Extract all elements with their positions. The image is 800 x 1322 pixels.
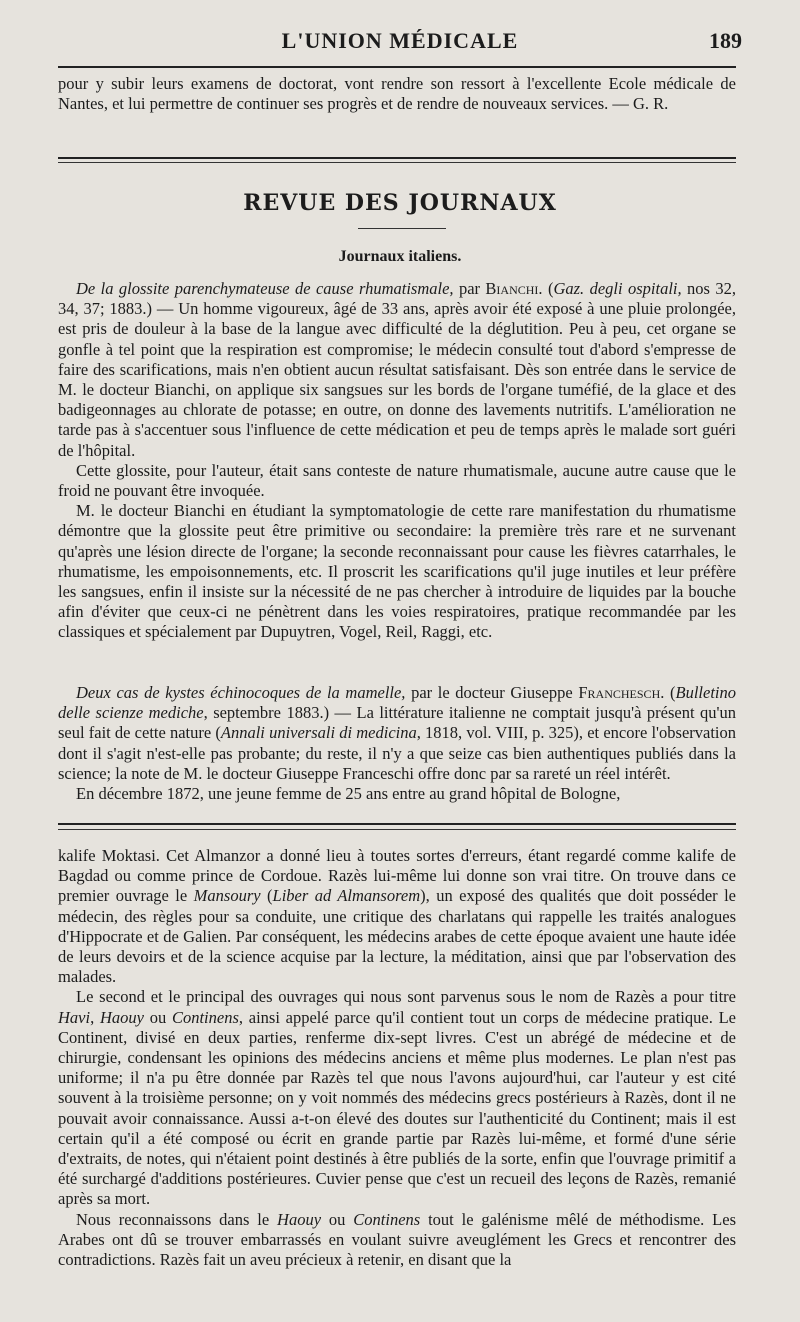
- citation-open: . (: [660, 683, 676, 702]
- article-kystes-title: Deux cas de kystes échinocoques de la mamelle,: [76, 683, 406, 702]
- intro-paragraph-block: [58, 74, 736, 114]
- intro-paragraph: pour y subir leurs examens de doctorat, vont rendre son ressort à l'excellente Ecole médicale de Nantes, et lui permettre de continuer ses progrès et de rendre de nouveaux services. — G. R.: [58, 74, 736, 114]
- article-kystes-citation: , septembre 1883.) —: [203, 703, 357, 723]
- title-short-rule: [358, 228, 446, 229]
- article-glossite-byline: par: [453, 279, 486, 298]
- article-kystes-text-b: , 1818, vol. VIII, p. 325), et encore l'observation dont il s'agit n'est-elle pas probante; du reste, il n'y a que seize cas bien authentiques publiés dans la science; la note de M. le docteur Giuseppe Franceschi offre donc par sa rareté un réel intérêt.: [58, 723, 736, 783]
- header-rule: [58, 66, 736, 68]
- article-kystes-journal: Bulletino delle scienze mediche: [58, 683, 736, 723]
- article-glossite-journal: Gaz. degli ospitali,: [553, 279, 682, 298]
- feuilleton-ref-haouy-2: Haouy: [277, 1209, 322, 1229]
- section-double-rule-top: [58, 157, 736, 159]
- article-glossite-author: Bianchi: [485, 279, 539, 298]
- article-kystes-reference: Annali universali di medicina: [220, 723, 417, 743]
- feuilleton-text: (: [260, 886, 273, 906]
- article-glossite-paragraph-2: Cette glossite, pour l'auteur, était sans conteste de nature rhumatismale, aucune autre cause que le froid ne pouvant être invoquée.: [58, 460, 736, 501]
- article-kystes-byline: par le docteur Giuseppe: [405, 683, 579, 702]
- feuilleton-text: Nous reconnaissons dans le: [76, 1209, 278, 1229]
- feuilleton-text: ou: [143, 1007, 172, 1027]
- article-glossite: [58, 279, 736, 643]
- feuilleton-paragraph-3: [58, 1210, 736, 1271]
- feuilleton-ref-havi: Havi: [58, 1007, 91, 1027]
- feuilleton-text: ,: [90, 1007, 100, 1027]
- feuilleton-double-rule-bottom: [58, 829, 736, 830]
- citation-open: . (: [538, 279, 554, 298]
- page-number: 189: [709, 28, 742, 53]
- article-kystes-author: Franchesch: [578, 683, 661, 702]
- article-glossite-citation: nos 32, 34, 37; 1883.) —: [58, 279, 736, 319]
- feuilleton-ref-mansoury: Mansoury: [193, 886, 261, 906]
- feuilleton-ref-continens-2: Continens: [353, 1209, 421, 1229]
- article-glossite-paragraph-1: [58, 279, 736, 461]
- feuilleton-double-rule-top: [58, 823, 736, 825]
- article-glossite-title: De la glossite parenchymateuse de cause rhumatismale,: [76, 279, 454, 298]
- article-kystes: [58, 683, 736, 804]
- feuilleton-text: ), un exposé des qualités que doit posséder le médecin, des règles pour sa conduite, une critique des charlatans qui rappelle les traités analogues d'Hippocrate et de Galien. Par conséquent, les médecins arabes de cette époque avaient une haute idée de leurs devoirs et de la science acquise par la lecture, la méditation, ainsi que par l'observation des malades.: [58, 886, 736, 987]
- feuilleton-text: Le second et le principal des ouvrages qui nous sont parvenus sous le nom de Razès a pour titre: [76, 987, 736, 1007]
- article-kystes-paragraph-1: [58, 683, 736, 784]
- section-double-rule-bottom: [58, 162, 736, 163]
- article-kystes-paragraph-2: En décembre 1872, une jeune femme de 25 ans entre au grand hôpital de Bologne,: [76, 784, 621, 804]
- section-title: REVUE DES JOURNAUX: [243, 190, 557, 216]
- feuilleton-ref-liber: Liber ad Almansorem: [272, 886, 421, 906]
- feuilleton-ref-haouy: Haouy: [99, 1007, 144, 1027]
- article-kystes-text-a: La littérature italienne ne comptait jusqu'à présent qu'un seul fait de cette nature (: [58, 703, 736, 743]
- article-glossite-paragraph-3: M. le docteur Bianchi en étudiant la symptomatologie de cette rare manifestation du rhumatisme démontre que la glossite peut être primitive ou secondaire: la première très rare et ne survenant qu'après une lésion directe de l'organe; la seconde reconnaissant pour cause les fièvres catarrhales, le rhumatisme, les empoisonnements, etc. Il proscrit les scarifications qu'il juge inutiles et leur préfère les sangsues, enfin il insiste sur la nécessité de ne pas chercher à introduire de liquides par la bouche afin d'éviter que ceux-ci ne pénètrent dans les voies respiratoires, pratique recommandée par les classiques et spécialement par Dupuytren, Vogel, Reil, Raggi, etc.: [58, 501, 736, 642]
- running-title: L'UNION MÉDICALE: [281, 28, 519, 53]
- feuilleton-ref-continens: Continens: [171, 1007, 239, 1027]
- feuilleton: [58, 846, 736, 1270]
- page-header: [58, 24, 742, 64]
- feuilleton-text: tout le galénisme mêlé de méthodisme. Les Arabes ont dû se trouver embarrassés en voulant suivre aveuglément les Grecs et rencontrer des contradictions. Razès fait un aveu précieux à retenir, en disant que la: [58, 1209, 736, 1270]
- feuilleton-paragraph-2: [58, 987, 736, 1209]
- feuilleton-paragraph-1: [58, 846, 736, 987]
- article-glossite-text: Un homme vigoureux, âgé de 33 ans, après avoir été exposé à une pluie prolongée, est pris de douleur à la base de la langue avec difficulté de la déglutition. Peu à peu, cet organe se gonfle à tel point que la respiration est compromise; le médecin consulté tout d'abord s'empresse de faire des scarifications, mais n'en obtient aucun résultat satisfaisant. Dès son entrée dans le service de M. le docteur Bianchi, on applique six sangsues sur les bords de l'organe tuméfié, de la glace et des badigeonnages au chlorate de potasse; en outre, on donne des lavements nutritifs. L'amélioration ne tarde pas à s'accentuer sous l'influence de cette médication et peu de temps après le malade sort guéri de l'hôpital.: [58, 299, 736, 460]
- feuilleton-text: ou: [321, 1209, 354, 1229]
- feuilleton-text: , ainsi appelé parce qu'il contient tout un corps de médecine pratique. Le Continent, divisé en deux parties, renferme dix-sept livres. C'est un abrégé de médecine et de chirurgie, condensant les opinions des médecins anciens et même plus modernes. Le plan n'est pas uniforme; il n'a pu être donnée par Razès tel que nous l'avons aujourd'hui, car l'auteur y est cité souvent à la troisième personne; on y voit nommés des médecins grecs postérieurs à Razès, dont il ne pouvait avoir connaissance. Aussi a-t-on élevé des doutes sur l'authenticité du Continent; mais il est certain qu'il a été composé ou écrit en grande partie par Razès lui-même, et formé d'une série d'extraits, de notes, qui n'étaient point destinés à être publiés de la sorte, enfin que l'ouvrage primitif a été surchargé d'additions postérieures. Cuvier pense que c'est un recueil des leçons de Razès, remanié après sa mort.: [58, 1007, 736, 1209]
- section-subtitle: Journaux italiens.: [338, 248, 462, 265]
- feuilleton-text: kalife Moktasi. Cet Almanzor a donné lieu à toutes sortes d'erreurs, étant regardé comme kalife de Bagdad ou comme prince de Cordoue. Razès lui-même lui donne son vrai titre. On trouve dans ce premier ouvrage le: [58, 846, 736, 906]
